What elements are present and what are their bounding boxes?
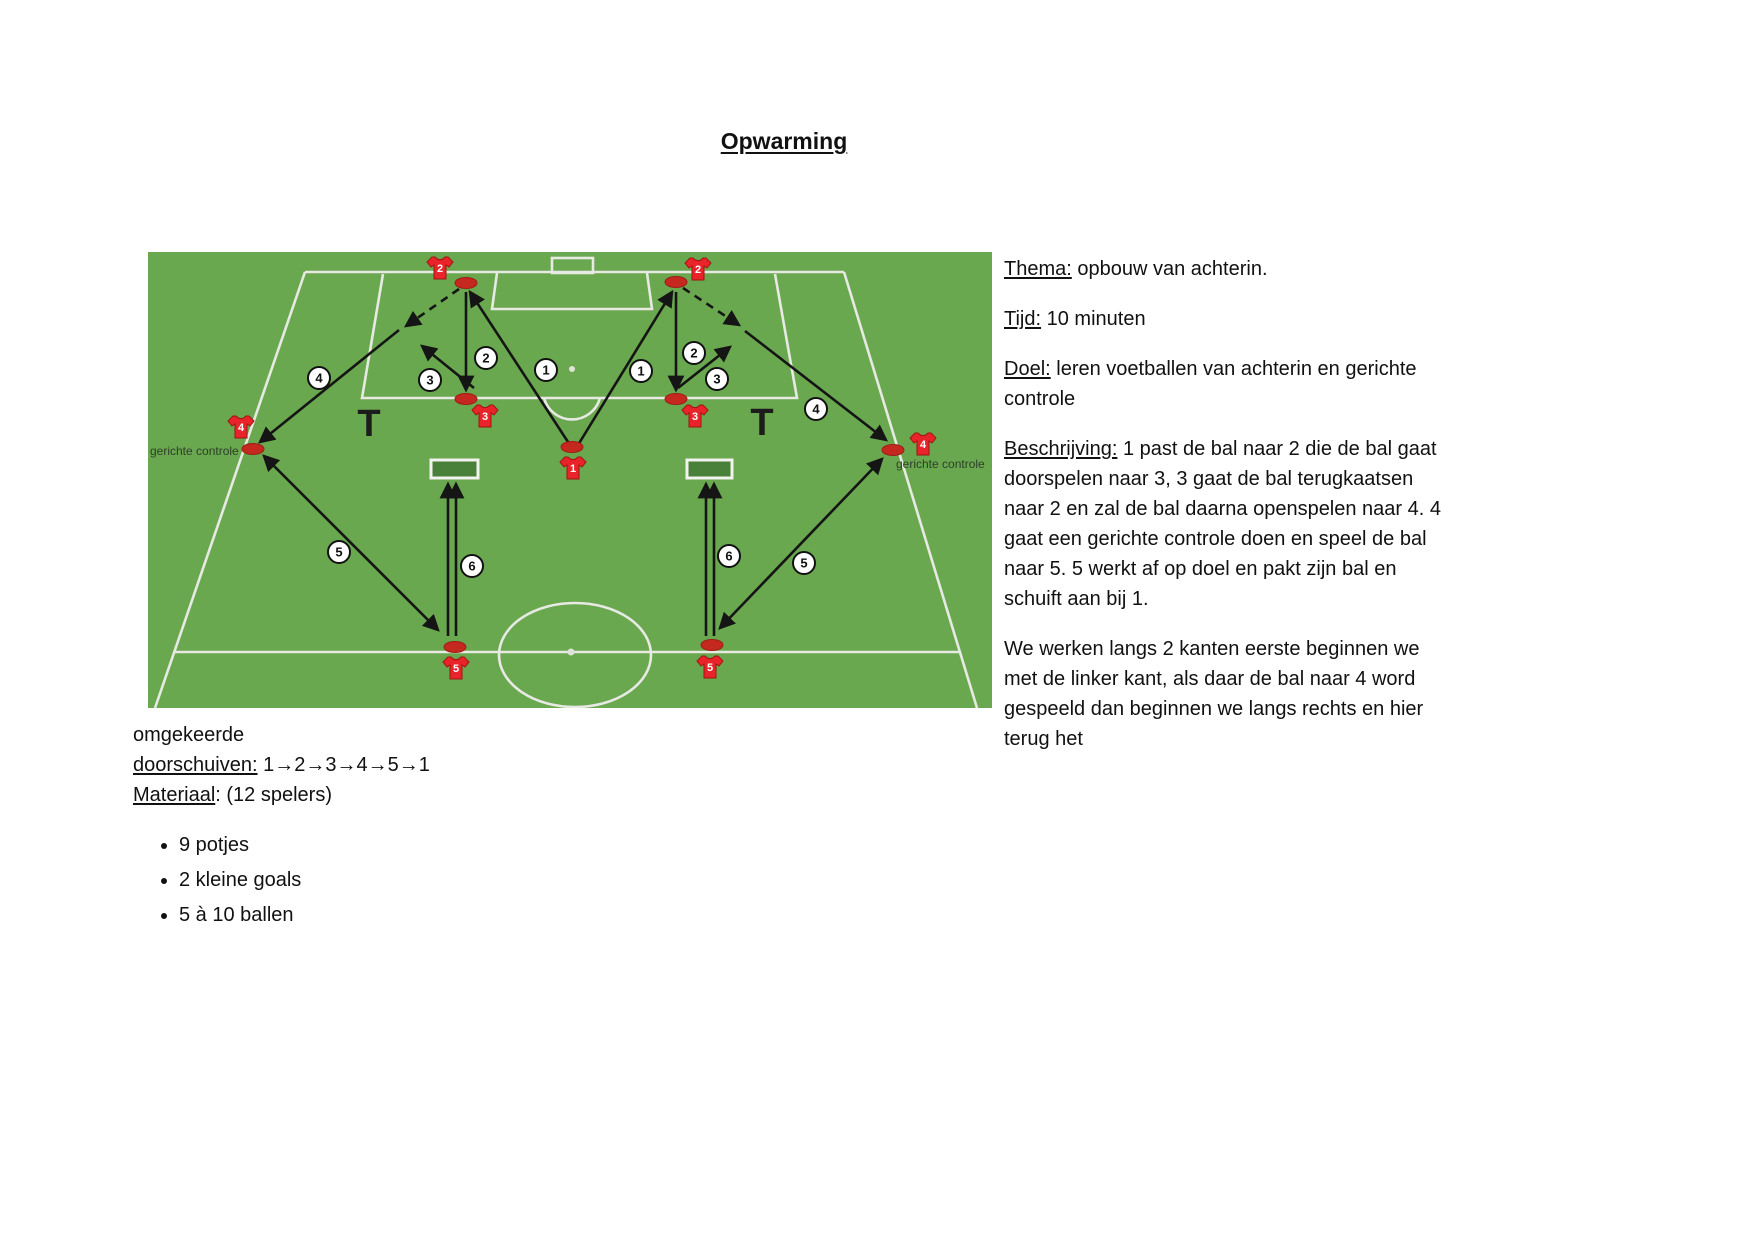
- jersey-number: 3: [481, 411, 489, 423]
- control-note-right: gerichte controle: [896, 457, 985, 471]
- step-badge-2-right: [683, 342, 705, 364]
- step-number: 2: [690, 345, 698, 361]
- step-badge-2-left: [475, 347, 497, 369]
- jersey-number: 2: [436, 263, 444, 275]
- beschrijving-label: Beschrijving:: [1004, 438, 1118, 460]
- list-item: [179, 898, 653, 933]
- step-number: 4: [315, 370, 323, 386]
- doorschuiven-line: [133, 750, 653, 780]
- doel-label: Doel:: [1004, 358, 1051, 380]
- cone-icon: [242, 444, 264, 455]
- center-spot: [568, 649, 575, 656]
- list-item: [179, 863, 653, 898]
- materials-list: [133, 828, 653, 933]
- material-item-text: 9 potjes: [179, 834, 250, 856]
- cone-icon: [665, 277, 687, 288]
- step-number: 3: [713, 371, 721, 387]
- step-badge-5-left: [328, 541, 350, 563]
- info-column: [1004, 254, 1456, 774]
- omgekeerde-line: [133, 720, 653, 750]
- trainer-mark-left: T: [357, 403, 381, 445]
- jersey-number: 5: [452, 663, 460, 675]
- page-title: Opwarming: [720, 128, 848, 154]
- jersey-number: 1: [569, 463, 577, 475]
- step-badge-4-left: [308, 367, 330, 389]
- step-badge-6-right: [718, 545, 740, 567]
- step-number: 6: [468, 558, 476, 574]
- step-number: 1: [637, 363, 645, 379]
- jersey-number: 3: [691, 411, 699, 423]
- step-badge-3-left: [419, 369, 441, 391]
- cone-icon: [665, 394, 687, 405]
- step-number: 3: [426, 372, 434, 388]
- doel-text: leren voetballen van achterin en gerichte controle: [1004, 358, 1417, 410]
- step-badge-5-right: [793, 552, 815, 574]
- step-number: 4: [812, 401, 820, 417]
- thema-text: opbouw van achterin.: [1077, 258, 1268, 280]
- control-note-left: gerichte controle: [150, 444, 239, 458]
- cone-icon: [444, 642, 466, 653]
- material-item-text: 5 à 10 ballen: [179, 904, 294, 926]
- tijd-label: Tijd:: [1004, 308, 1042, 330]
- materiaal-text: : (12 spelers): [215, 784, 332, 806]
- doorschuiven-label: doorschuiven:: [133, 754, 258, 776]
- beschrijving-text: 1 past de bal naar 2 die de bal gaat doorspelen naar 3, 3 gaat de bal terugkaatsen naar 2 en zal de bal daarna openspelen naar 4. 4 gaat een gerichte controle doen en speel de bal naar 5. 5 werkt af op doel en pakt zijn bal en schuift aan bij 1.: [1004, 438, 1442, 610]
- penalty-spot: [569, 366, 575, 372]
- extra-paragraph: [1004, 634, 1456, 754]
- extra-text: We werken langs 2 kanten eerste beginnen we met de linker kant, als daar de bal naar 4 word gespeeld dan beginnen we langs rechts en hier terug het: [1004, 638, 1424, 750]
- materiaal-label: Materiaal: [133, 784, 216, 806]
- doorschuiven-sequence: 1→2→3→4→5→1: [263, 754, 430, 776]
- step-badge-3-right: [706, 368, 728, 390]
- step-badge-4-right: [805, 398, 827, 420]
- step-number: 1: [542, 362, 550, 378]
- materiaal-line: [133, 780, 653, 810]
- pitch-svg: [148, 252, 992, 708]
- jersey-number: 4: [919, 439, 927, 451]
- cone-icon: [561, 442, 583, 453]
- material-item-text: 2 kleine goals: [179, 869, 302, 891]
- tijd-line: [1004, 304, 1456, 334]
- jersey-number: 4: [237, 422, 245, 434]
- thema-label: Thema:: [1004, 258, 1072, 280]
- small-goal-right-icon: [687, 460, 732, 478]
- small-goal-left-icon: [431, 460, 478, 478]
- step-number: 2: [482, 350, 490, 366]
- list-item: [179, 828, 653, 863]
- cone-icon: [455, 394, 477, 405]
- step-badge-1-left: [535, 359, 557, 381]
- step-badge-1-right: [630, 360, 652, 382]
- thema-line: [1004, 254, 1456, 284]
- step-number: 6: [725, 548, 733, 564]
- cone-icon: [701, 640, 723, 651]
- jersey-number: 5: [706, 662, 714, 674]
- cone-icon: [455, 278, 477, 289]
- left-notes: [133, 720, 653, 933]
- beschrijving-paragraph: [1004, 434, 1456, 614]
- omgekeerde-text: omgekeerde: [133, 724, 245, 746]
- pitch-grass: [148, 252, 992, 708]
- cone-icon: [882, 445, 904, 456]
- tijd-text: 10 minuten: [1046, 308, 1146, 330]
- step-number: 5: [335, 544, 343, 560]
- field-diagram: [148, 252, 992, 708]
- jersey-number: 2: [694, 264, 702, 276]
- step-badge-6-left: [461, 555, 483, 577]
- trainer-mark-right: T: [750, 402, 774, 444]
- step-number: 5: [800, 555, 808, 571]
- doel-line: [1004, 354, 1456, 414]
